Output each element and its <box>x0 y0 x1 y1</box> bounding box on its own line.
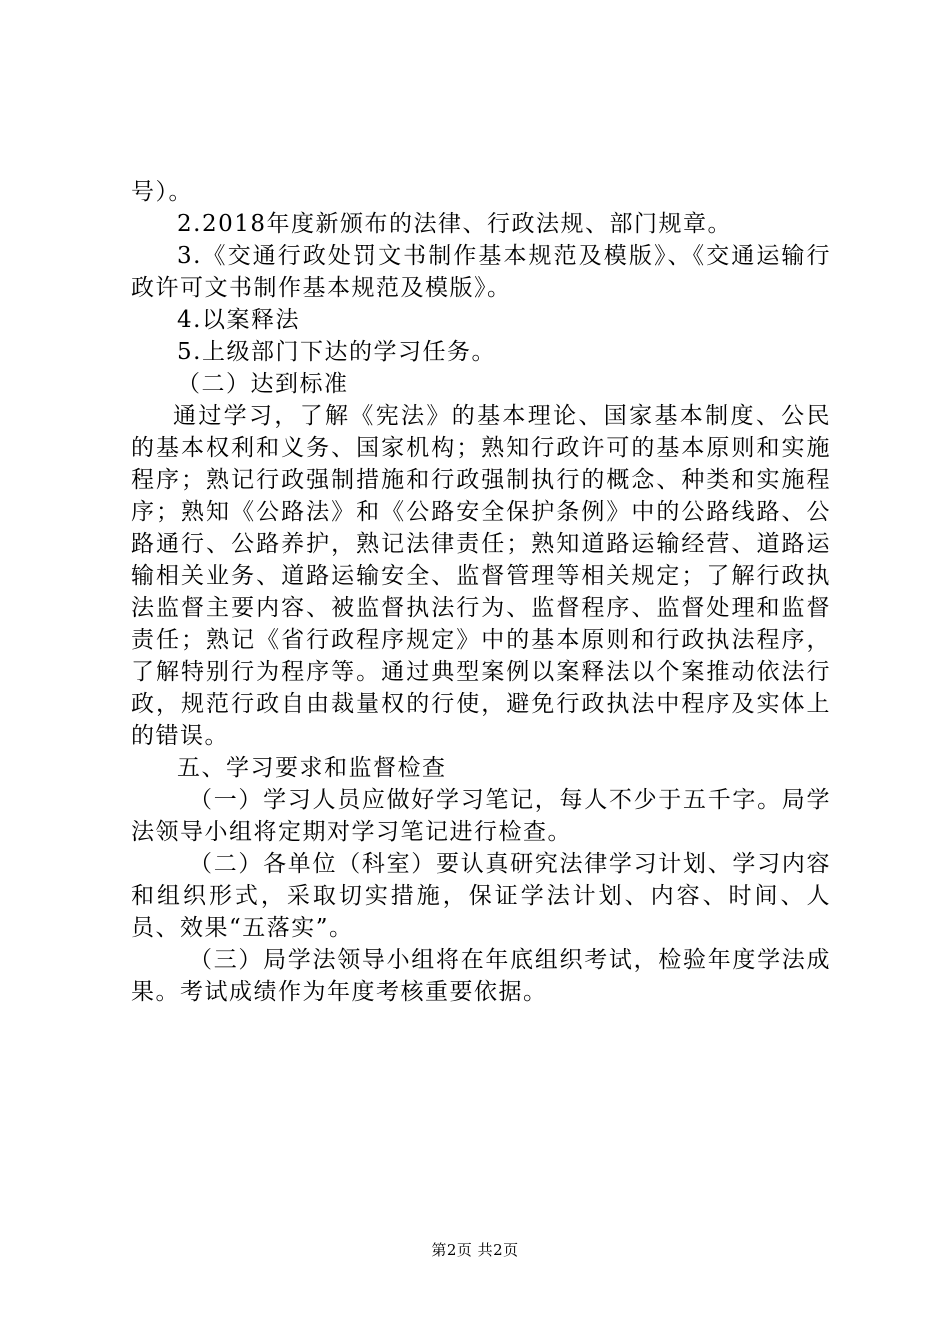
paragraph-continuation: 号）。 <box>131 179 193 205</box>
list-item-4: 4.以案释法 <box>177 307 300 333</box>
subheading-standards: （二）达到标准 <box>177 371 349 397</box>
list-item-3: 3.《交通行政处罚文书制作基本规范及模版》、《交通运输行政许可文书制作基本规范及模版》。 <box>131 243 831 301</box>
section-heading-requirements: 五、学习要求和监督检查 <box>177 755 447 781</box>
list-item-5: 5.上级部门下达的学习任务。 <box>177 339 496 365</box>
requirement-item-2: （二）各单位（科室）要认真研究法律学习计划、学习内容和组织形式，采取切实措施，保证学法计划、内容、时间、人员、效果“五落实”。 <box>131 851 831 941</box>
paragraph-standards: 通过学习，了解《宪法》的基本理论、国家基本制度、公民的基本权利和义务、国家机构；熟知行政许可的基本原则和实施程序；熟记行政强制措施和行政强制执行的概念、种类和实施程序；熟知《公路法》和《公路安全保护条例》中的公路线路、公路通行、公路养护，熟记法律责任；熟知道路运输经营、道路运输相关业务、道路运输安全、监督管理等相关规定；了解行政执法监督主要内容、被监督执法行为、监督程序、监督处理和监督责任；熟记《省行政程序规定》中的基本原则和行政执法程序，了解特别行为程序等。通过典型案例以案释法以个案推动依法行政，规范行政自由裁量权的行使，避免行政执法中程序及实体上的错误。 <box>131 403 831 749</box>
list-item-2: 2.2018年度新颁布的法律、行政法规、部门规章。 <box>177 211 732 237</box>
document-body <box>131 176 831 1008</box>
requirement-item-3: （三）局学法领导小组将在年底组织考试，检验年度学法成果。考试成绩作为年度考核重要依据。 <box>131 947 831 1005</box>
requirement-item-1: （一）学习人员应做好学习笔记，每人不少于五千字。局学法领导小组将定期对学习笔记进行检查。 <box>131 787 831 845</box>
page-number-footer: 第2页 共2页 <box>431 1241 519 1259</box>
